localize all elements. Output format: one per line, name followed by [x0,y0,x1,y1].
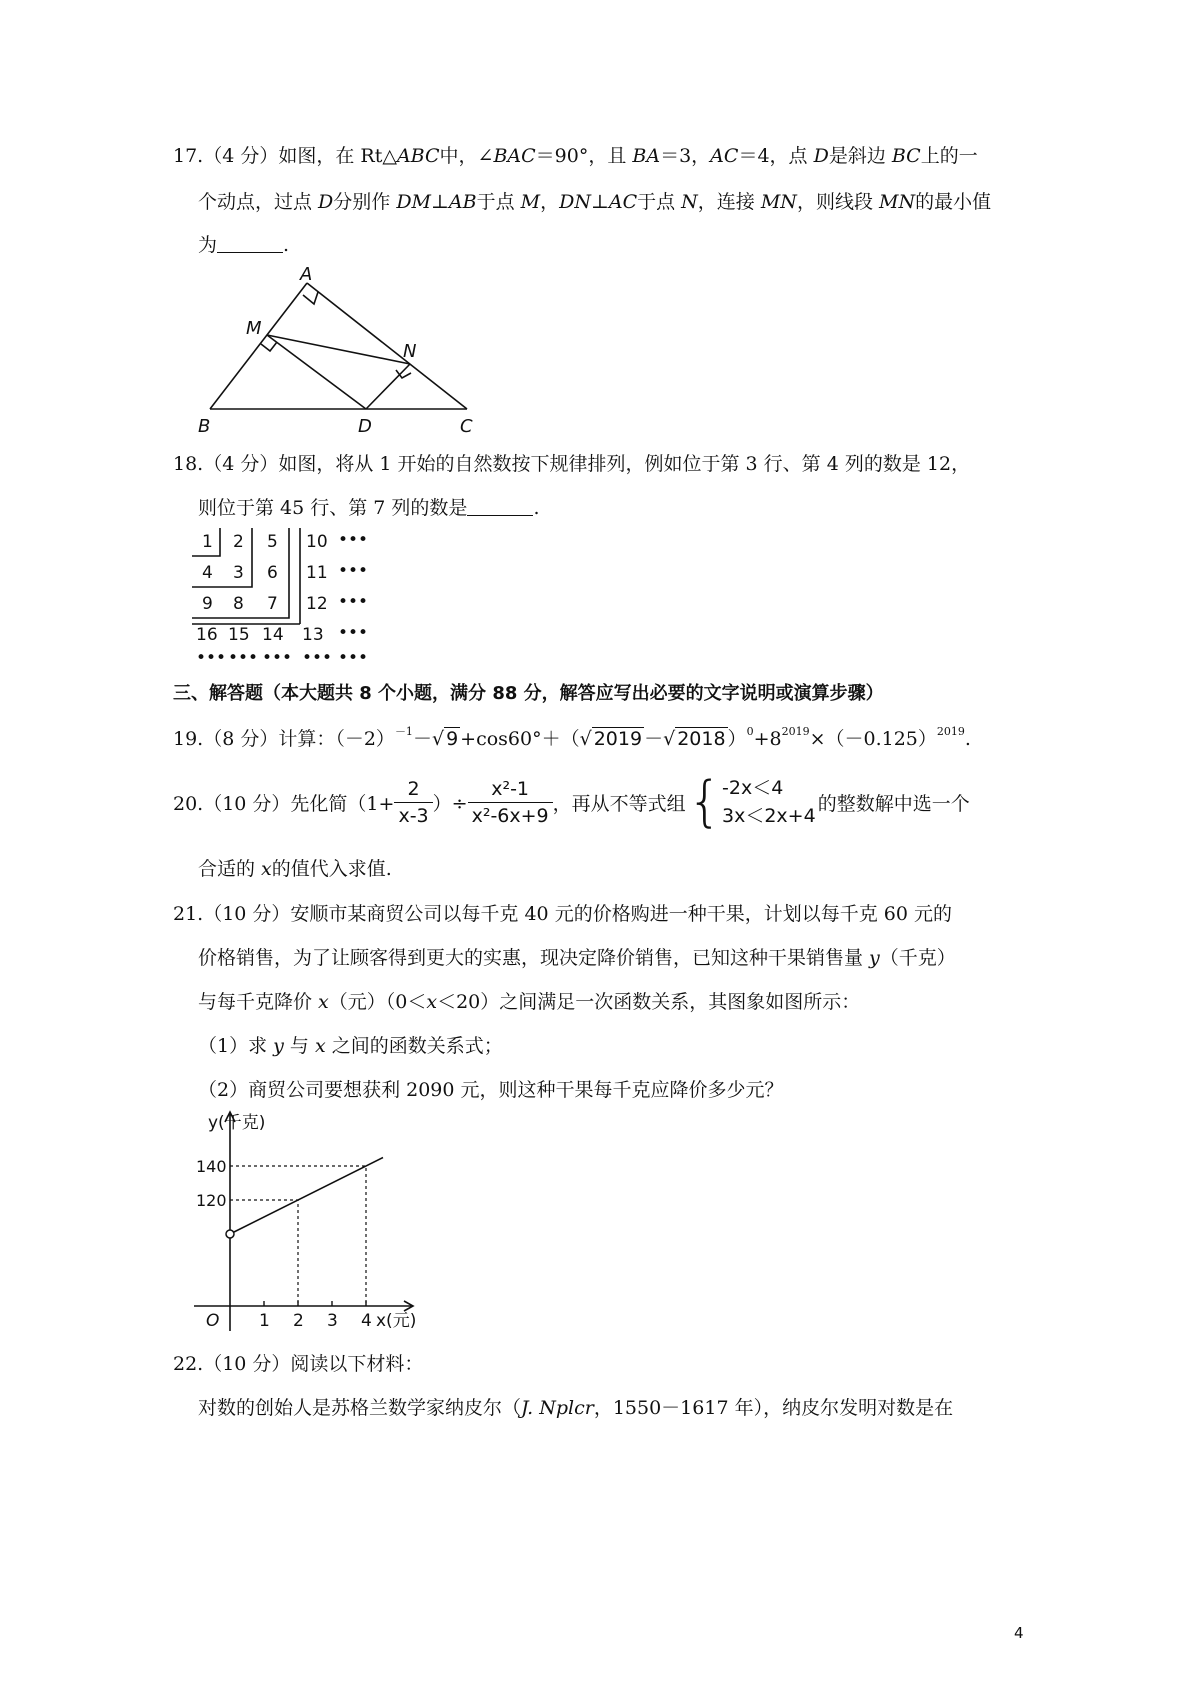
segment-nd [366,364,410,409]
series-line [230,1158,383,1235]
right-angle-m [261,342,277,351]
grid-cell: ••• [262,648,293,668]
right-angle-a [303,292,318,304]
q18-line-1: 18.（4 分）如图，将从 1 开始的自然数按下规律排列，例如位于第 3 行、第 4 列的数是 12， [173,453,971,475]
grid-cell: ••• [228,648,259,668]
q21-subquestion-2: （2）商贸公司要想获利 2090 元，则这种干果每千克应降价多少元？ [198,1079,784,1101]
q20-line-2: 合适的 x的值代入求值. [198,858,392,880]
grid-cell: 1 [202,532,213,552]
grid-cell: 12 [306,594,328,614]
answer-blank [467,497,533,516]
x-axis-label: x(元) [376,1311,417,1331]
page-number: 4 [1014,1624,1024,1642]
grid-cell: 15 [228,625,250,645]
grid-cell: 16 [196,625,218,645]
grid-cell: 11 [306,563,328,583]
label-m: M [246,318,262,339]
grid-cell: 2 [233,532,244,552]
grid-cell: 8 [233,594,244,614]
y-tick-label: 120 [196,1191,227,1210]
grid-cell: 3 [233,563,244,583]
q17-line-1: 17.（4 分）如图，在 Rt△ABC中，∠BAC＝90°，且 BA＝3，AC＝4，点 D是斜边 BC上的一 [173,145,978,167]
y-tick-label: 140 [196,1157,227,1176]
x-tick-label: 3 [327,1311,338,1331]
q22-line-2: 对数的创始人是苏格兰数学家纳皮尔（J. Nplcr，1550－1617 年），纳皮尔发明对数是在 [198,1397,954,1419]
inequality-system: { -2x＜4 3x＜2x+4 [687,770,816,833]
triangle-figure [190,262,490,442]
grid-cell: ••• [338,623,369,643]
q21-subquestion-1: （1）求 y 与 x 之间的函数关系式； [198,1035,503,1057]
grid-cell: 9 [202,594,213,614]
grid-cell: 7 [267,594,278,614]
answer-blank [217,234,283,253]
section-heading: 三、解答题（本大题共 8 个小题，满分 88 分，解答应写出必要的文字说明或演算步骤） [173,683,884,704]
q17-line-3: 为 . [198,234,290,256]
q19-line: 19.（8 分）计算：$(-2)^{-1}-√$ 9 +cos60°＋（√ 2019 －√ 2018 ）$^0+8^{2019}\times(-0.125)^{2019}$. [173,725,971,750]
origin-label: O [206,1311,220,1331]
grid-cell: ••• [338,561,369,581]
segment-md [267,335,366,409]
label-n: N [403,341,417,362]
x-tick-label: 2 [293,1311,304,1331]
label-a: A [300,264,313,285]
grid-cell: ••• [338,648,369,668]
q18-line-2: 则位于第 45 行、第 7 列的数是 . [198,497,540,519]
q21-line-2: 价格销售，为了让顾客得到更大的实惠，现决定降价销售，已知这种干果销售量 y（千克） [198,947,956,969]
linear-function-chart [190,1106,430,1338]
grid-cell: 6 [267,563,278,583]
q21-line-3: 与每千克降价 x（元）（0＜x＜20）之间满足一次函数关系，其图象如图所示： [198,991,861,1013]
grid-cell: ••• [196,648,227,668]
segment-mn [267,335,410,364]
grid-cell: ••• [302,648,333,668]
q17-line-2: 个动点，过点 D分别作 DM⊥AB于点 M，DN⊥AC于点 N，连接 MN，则线段 MN的最小值 [198,191,992,213]
x-tick-label: 4 [361,1311,372,1331]
q22-line-1: 22.（10 分）阅读以下材料： [173,1353,424,1375]
side-ba [210,283,307,409]
y-axis-label: y(千克) [208,1113,266,1133]
fraction-2-over-x-3: $\frac{2}{x-3}$ [394,776,432,829]
label-d: D [358,416,372,437]
grid-cell: 5 [267,532,278,552]
fraction-polynomial: $\frac{\text{x²-1}}{\text{x²-6x+9}}$ [468,776,553,829]
number-grid [190,528,370,668]
grid-cell: 10 [306,532,328,552]
guide-line [230,1200,298,1306]
grid-cell: 4 [202,563,213,583]
label-c: C [460,416,473,437]
x-tick-label: 1 [259,1311,270,1331]
y-intercept-point [226,1230,234,1238]
grid-cell: ••• [338,530,369,550]
q20-line-1: 20.（10 分）先化简（1+ $\frac{2}{x-3}$ ）÷ $\frac{\text{x²-1}}{\text{x²-6x+9}}$ ，再从不等式组 { -2x＜4 3x＜2x+4 的整数解中选一个 [173,770,970,833]
label-b: B [198,416,211,437]
grid-cell: 14 [262,625,284,645]
q21-line-1: 21.（10 分）安顺市某商贸公司以每千克 40 元的价格购进一种干果，计划以每千克 60 元的 [173,903,952,925]
grid-cell: 13 [302,625,324,645]
grid-cell: ••• [338,592,369,612]
side-ac [307,283,467,409]
